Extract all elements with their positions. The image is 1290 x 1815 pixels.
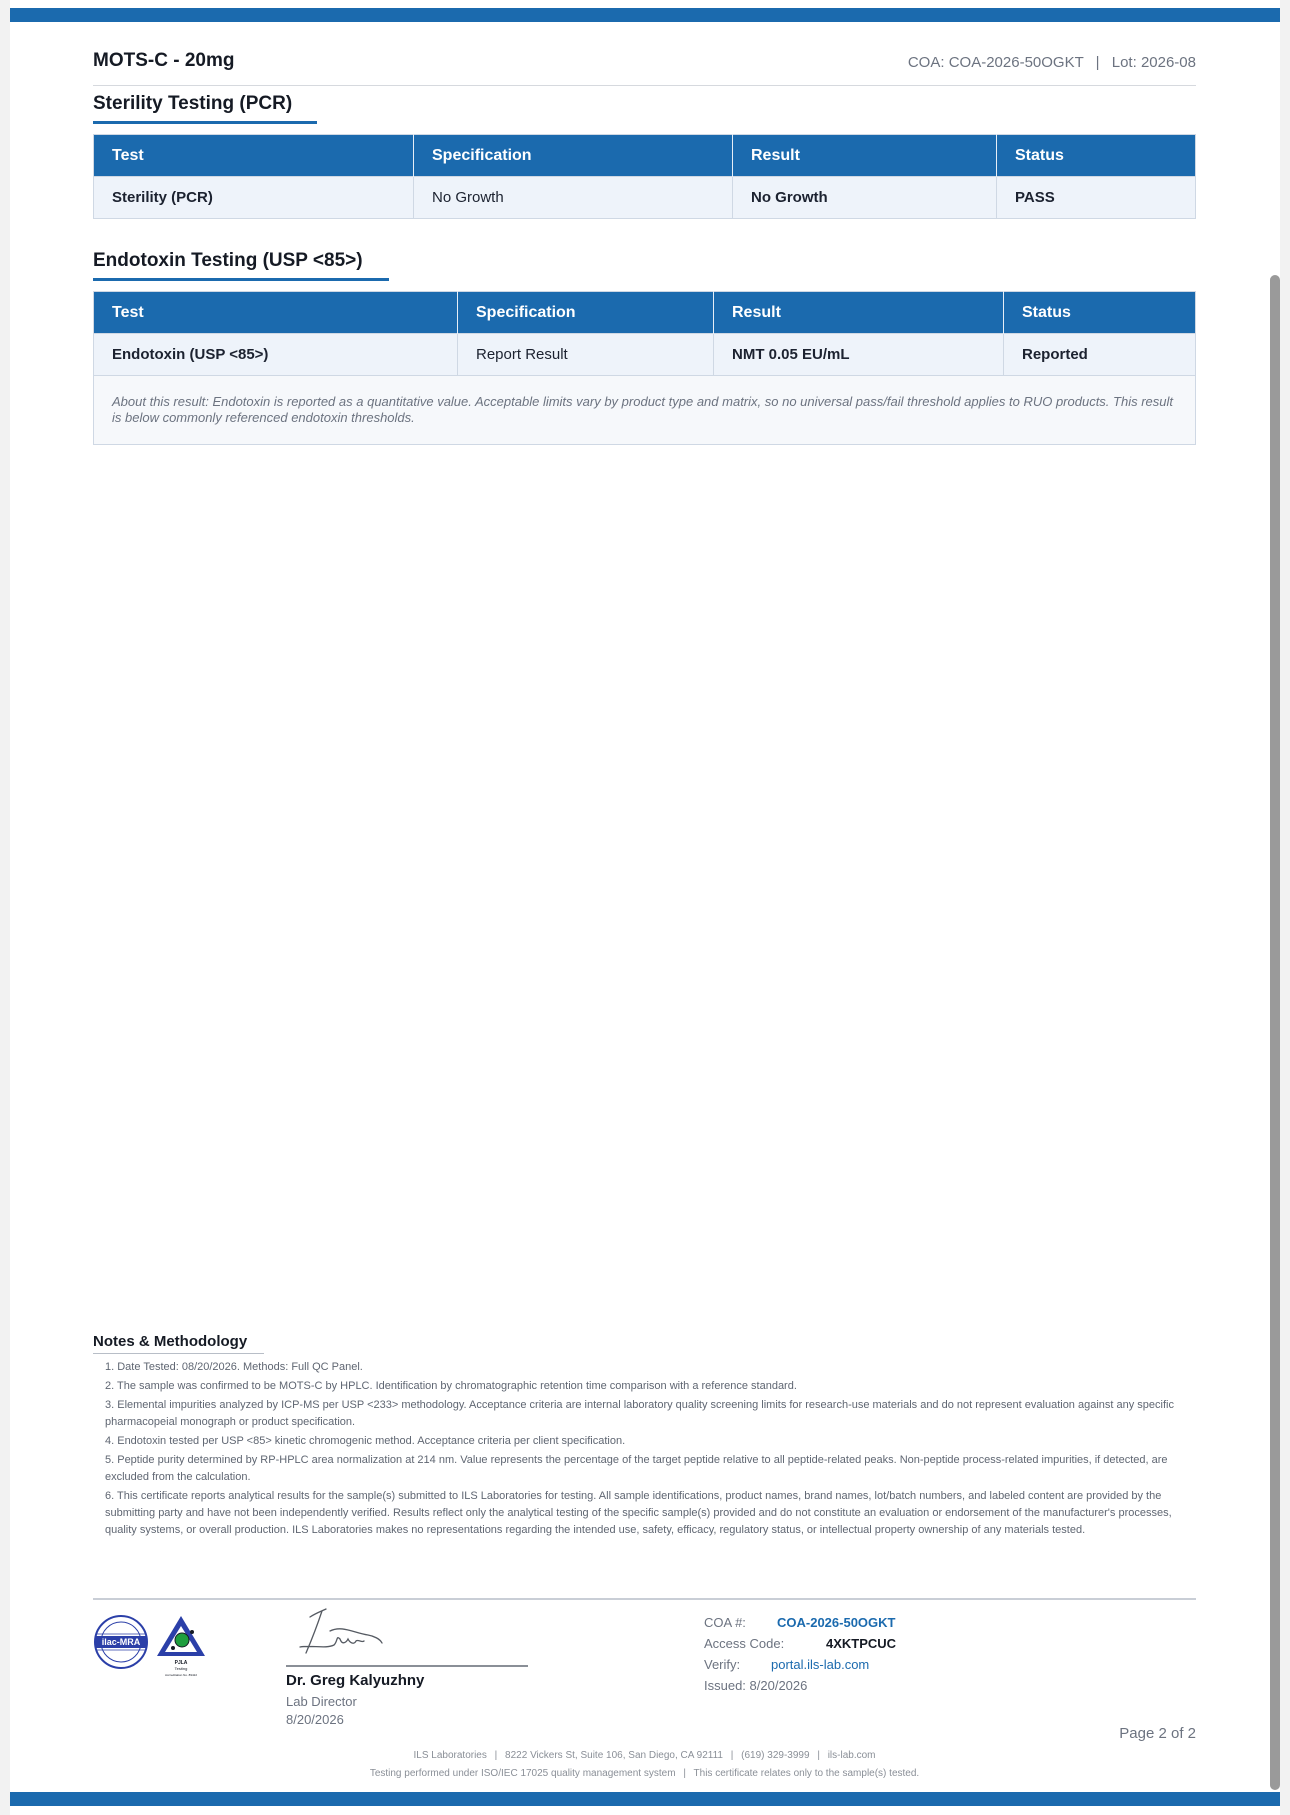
- footer-separator: |: [730, 1750, 734, 1761]
- column-header-status: Status: [997, 135, 1196, 177]
- list-item: 6. This certificate reports analytical results for the sample(s) submitted to ILS Laboratories for testing. All sample identifications, product names, brand names, lot/batch numbers, and labeled content are provided by the submitting party and have not been independently verified. Results reflect only the analytical testing of the specific sample(s) provided and do not constitute an evaluation or endorsement of the manufacturer's processes, quality systems, or overall production. ILS Laboratories makes no representations regarding the intended use, safety, efficacy, regulatory status, or intellectual property ownership of any materials tested.: [105, 1490, 1172, 1536]
- status-badge: PASS: [997, 177, 1196, 219]
- signatory-role: Lab Director: [286, 1694, 357, 1709]
- sterility-table: [93, 134, 1196, 219]
- footer-relates: This certificate relates only to the sample(s) tested.: [693, 1768, 920, 1779]
- verify-label: Verify:: [704, 1657, 741, 1672]
- column-header-result: Result: [714, 292, 1004, 334]
- coa-number-value: COA-2026-50OGKT: [777, 1615, 896, 1630]
- ilac-mra-logo-icon: [95, 1616, 147, 1668]
- list-item: 2. The sample was confirmed to be MOTS-C by HPLC. Identification by chromatographic retention time comparison with a reference standard.: [105, 1380, 797, 1392]
- table-header-row: [94, 135, 1196, 177]
- coa-label: COA:: [907, 54, 945, 71]
- svg-text:Accreditation No. 89422: Accreditation No. 89422: [164, 1673, 198, 1677]
- table-row: [94, 177, 1196, 219]
- product-title: MOTS-C - 20mg: [93, 50, 235, 71]
- result-note: About this result: Endotoxin is reported as a quantitative value. Acceptable limits vary by product type and matrix, so no universal pass/fail threshold applies to RUO products. This result is below commonly referenced endotoxin thresholds.: [94, 376, 1196, 445]
- coa-number-row: [704, 1612, 896, 1633]
- coa-info-block: [704, 1612, 897, 1696]
- footer-website[interactable]: ils-lab.com: [827, 1750, 876, 1761]
- table-header-row: [94, 292, 1196, 334]
- footer-quality-line: [93, 1765, 1196, 1783]
- scrollbar-thumb[interactable]: [1270, 275, 1280, 1790]
- test-cell: Endotoxin (USP <85>): [94, 334, 458, 376]
- column-header-status: Status: [1004, 292, 1196, 334]
- specification-cell: Report Result: [458, 334, 714, 376]
- header-meta: [908, 54, 1196, 71]
- access-code-label: Access Code:: [704, 1636, 785, 1651]
- signatory-name: Dr. Greg Kalyuzhny: [286, 1672, 425, 1689]
- footer-divider: [93, 1598, 1196, 1600]
- column-header-specification: Specification: [414, 135, 733, 177]
- list-item: 1. Date Tested: 08/20/2026. Methods: Full QC Panel.: [105, 1361, 363, 1373]
- column-header-specification: Specification: [458, 292, 714, 334]
- signature-line: [286, 1665, 528, 1667]
- footer-quality: Testing performed under ISO/IEC 17025 quality management system: [369, 1768, 676, 1779]
- footer-phone: (619) 329-3999: [741, 1750, 810, 1761]
- result-note-row: [94, 376, 1196, 445]
- footer-address: 8222 Vickers St, Suite 106, San Diego, CA 92111: [505, 1750, 723, 1761]
- coa-number: COA-2026-50OGKT: [948, 54, 1084, 71]
- footer-separator: |: [817, 1750, 820, 1761]
- list-item: 4. Endotoxin tested per USP <85> kinetic chromogenic method. Acceptance criteria per client specification.: [105, 1435, 626, 1447]
- page-header: [93, 50, 1196, 86]
- accreditation-logos: [93, 1612, 213, 1682]
- access-code-row: [704, 1633, 897, 1654]
- column-header-test: Test: [94, 135, 414, 177]
- result-cell: NMT 0.05 EU/mL: [714, 334, 1004, 376]
- column-header-result: Result: [733, 135, 997, 177]
- issued-date: Issued: 8/20/2026: [704, 1678, 808, 1693]
- signature-icon: [292, 1605, 392, 1663]
- access-code-value: 4XKTPCUC: [826, 1636, 897, 1651]
- verify-link[interactable]: portal.ils-lab.com: [771, 1657, 870, 1672]
- ilac-pjla-logo-icon: [93, 1612, 213, 1682]
- svg-text:ilac-MRA: ilac-MRA: [101, 1637, 141, 1647]
- status-badge: Reported: [1004, 334, 1196, 376]
- list-item: 5. Peptide purity determined by RP-HPLC area normalization at 214 nm. Value represents the percentage of the target peptide relative to all peptide-related peaks. Non-peptide process-related impurities, if detected, are excluded from the calculation.: [105, 1454, 1168, 1483]
- column-header-test: Test: [94, 292, 458, 334]
- sterility-section-title: Sterility Testing (PCR): [93, 93, 317, 124]
- top-brand-bar: [10, 8, 1280, 22]
- header-separator: |: [1095, 54, 1100, 71]
- bottom-brand-bar: [10, 1792, 1280, 1806]
- endotoxin-section-title: Endotoxin Testing (USP <85>): [93, 250, 389, 281]
- signature-date: 8/20/2026: [286, 1712, 344, 1727]
- issued-row: [704, 1675, 807, 1696]
- lot-label: Lot:: [1111, 54, 1137, 71]
- notes-title: Notes & Methodology: [93, 1333, 264, 1354]
- verify-row: [704, 1654, 870, 1675]
- page-number: Page 2 of 2: [1119, 1725, 1196, 1742]
- table-row: [94, 334, 1196, 376]
- specification-cell: No Growth: [414, 177, 733, 219]
- lot-number: 2026-08: [1140, 54, 1196, 71]
- pjla-logo-icon: [157, 1616, 205, 1677]
- coa-number-label: COA #:: [704, 1615, 746, 1630]
- endotoxin-table: [93, 291, 1196, 445]
- notes-list: [105, 1359, 1195, 1541]
- footer-company: ILS Laboratories: [413, 1750, 487, 1761]
- result-cell: No Growth: [733, 177, 997, 219]
- footer-separator: |: [683, 1768, 686, 1779]
- list-item: 3. Elemental impurities analyzed by ICP-MS per USP <233> methodology. Acceptance criteria are internal laboratory quality screening limits for research-use materials and do not represent evaluation against any specific pharmacopeial monograph or product specification.: [105, 1399, 1174, 1428]
- footer-separator: |: [494, 1750, 498, 1761]
- test-cell: Sterility (PCR): [94, 177, 414, 219]
- page-footer: [93, 1747, 1196, 1783]
- svg-text:PJLA: PJLA: [174, 1660, 188, 1666]
- footer-address-line: [93, 1747, 1196, 1765]
- svg-text:Testing: Testing: [174, 1666, 188, 1671]
